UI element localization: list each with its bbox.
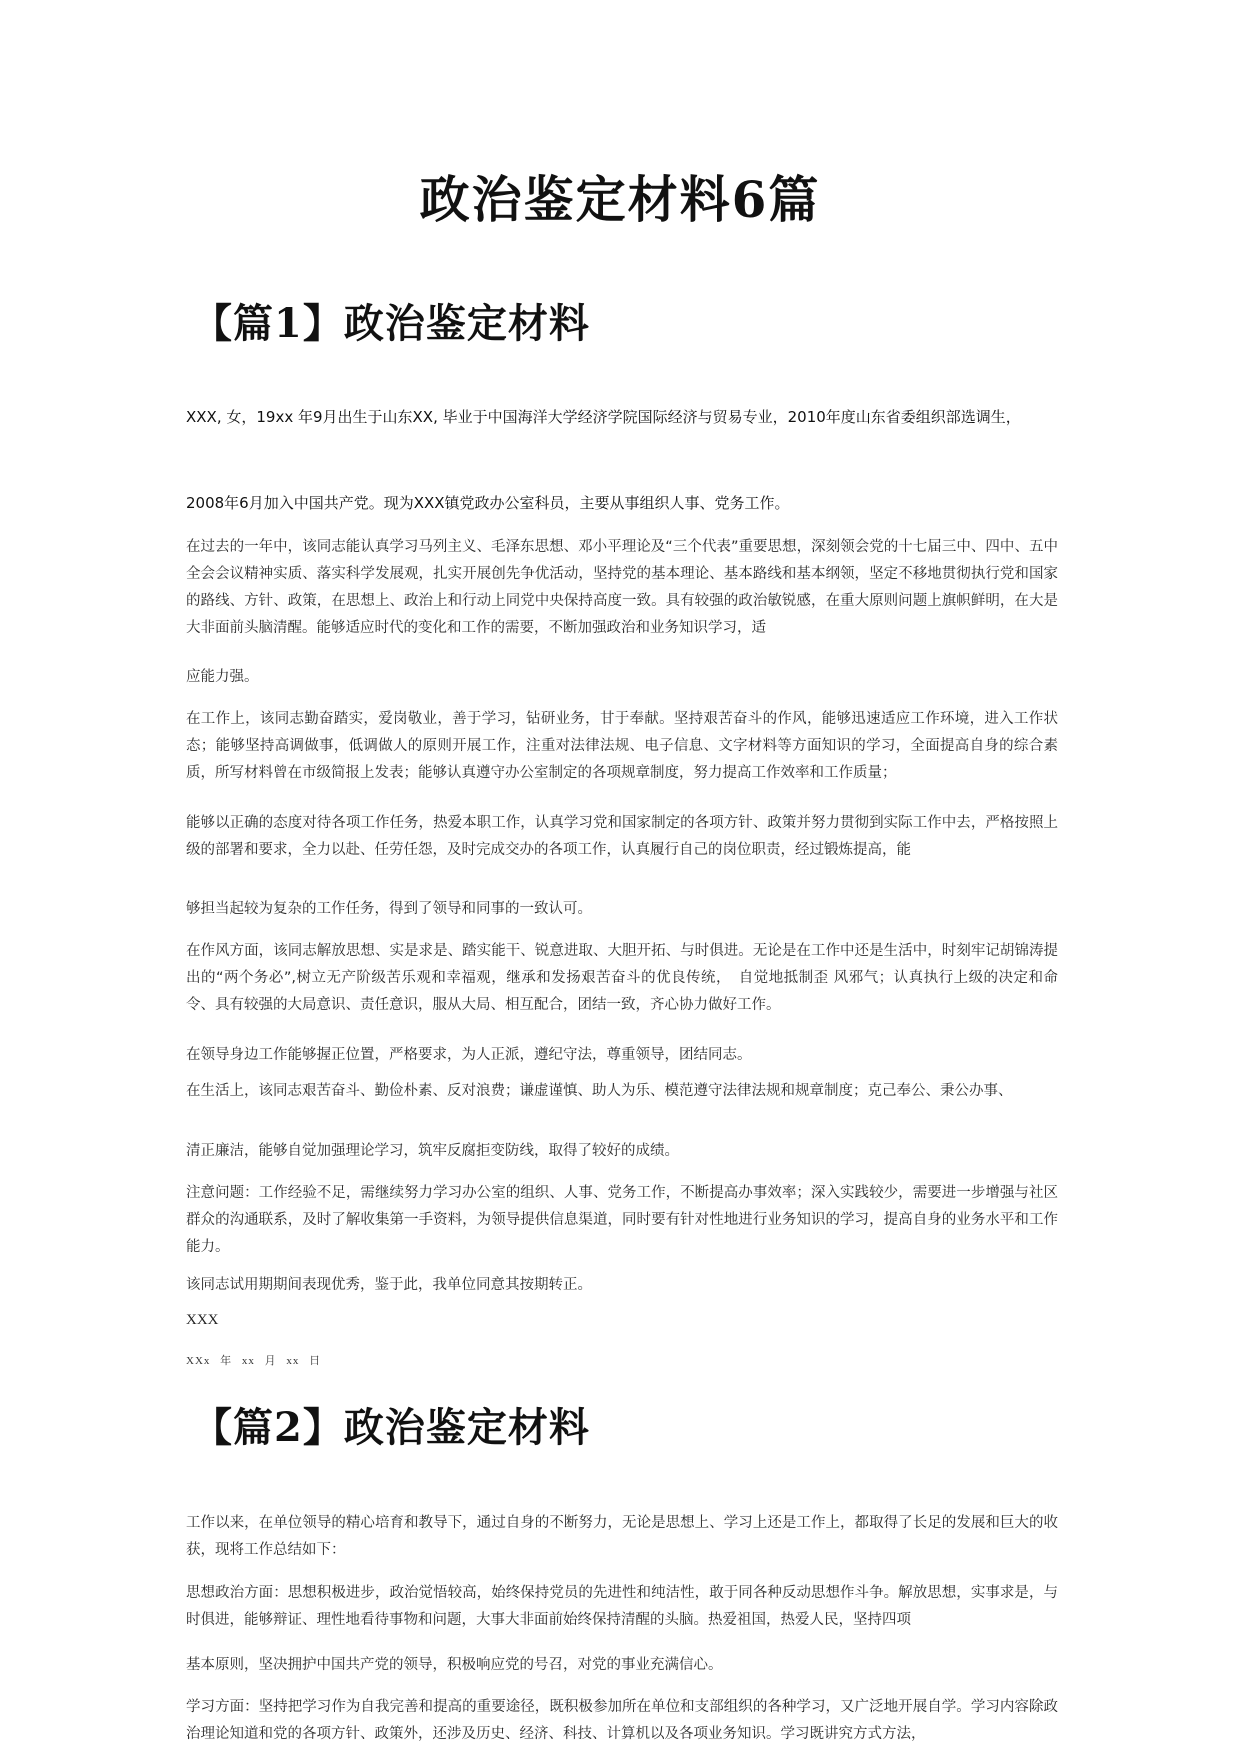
section-2-paragraph: 思想政治方面：思想积极进步，政治觉悟较高，始终保持党员的先进性和纯洁性，敢于同各种反动思想作斗争。解放思想，实事求是，与时俱进，能够辩证、理性地看待事物和问题，大事大非面前始终保持清醒的头脑。热爱祖国，热爱人民，坚持四项 [186,1585,1058,1628]
section-1-paragraph: 够担当起较为复杂的工作任务，得到了领导和同事的一致认可。 [186,901,592,917]
section-1-paragraph: 在工作上，该同志勤奋踏实，爱岗敬业，善于学习，钻研业务，甘于奉献。坚持艰苦奋斗的作风，能够迅速适应工作环境，进入工作状态；能够坚持高调做事，低调做人的原则开展工作，注重对法律法规、电子信息、文字材料等方面知识的学习，全面提高自身的综合素质，所写材料曾在市级简报上发表；能够认真遵守办公室制定的各项规章制度，努力提高工作效率和工作质量； [186,711,1058,781]
section-1-paragraph: XXX, 女，19xx 年9月出生于山东XX, 毕业于中国海洋大学经济学院国际经济与贸易专业，2010年度山东省委组织部选调生， [186,408,1021,426]
section-2-paragraph: 基本原则，坚决拥护中国共产党的领导，积极响应党的号召，对党的事业充满信心。 [186,1657,723,1673]
section-1-paragraph: 在领导身边工作能够握正位置，严格要求，为人正派，遵纪守法，尊重领导，团结同志。 [186,1047,752,1063]
section-1-paragraph: 该同志试用期期间表现优秀，鉴于此，我单位同意其按期转正。 [186,1277,592,1293]
signature: XXX [186,1312,219,1328]
section-1-paragraph: 在过去的一年中，该同志能认真学习马列主义、毛泽东思想、邓小平理论及“三个代表”重要思想，深刻领会党的十七届三中、四中、五中全会会议精神实质、落实科学发展观，扎实开展创先争优活动，坚持党的基本理论、基本路线和基本纲领，坚定不移地贯彻执行党和国家的路线、方针、政策，在思想上、政治上和行动上同党中央保持高度一致。具有较强的政治敏锐感，在重大原则问题上旗帜鲜明，在大是大非面前头脑清醒。能够适应时代的变化和工作的需要，不断加强政治和业务知识学习，适 [186,539,1058,636]
section-1-heading: 【篇1】政治鉴定材料 [192,300,590,347]
signature-date: XXx 年 xx 月 xx 日 [186,1355,322,1367]
section-1-paragraph: 清正廉洁，能够自觉加强理论学习，筑牢反腐拒变防线，取得了较好的成绩。 [186,1143,679,1159]
section-1-paragraph: 应能力强。 [186,669,259,685]
section-2-paragraph: 学习方面：坚持把学习作为自我完善和提高的重要途径，既积极参加所在单位和支部组织的各种学习，又广泛地开展自学。学习内容除政治理论知道和党的各项方针、政策外，还涉及历史、经济、科技、计算机以及各项业务知识。学习既讲究方式方法， [186,1699,1058,1742]
document-title: 政治鉴定材料6篇 [419,170,821,229]
section-1-paragraph: 能够以正确的态度对待各项工作任务，热爱本职工作，认真学习党和国家制定的各项方针、政策并努力贯彻到实际工作中去，严格按照上级的部署和要求，全力以赴、任劳任怨，及时完成交办的各项工作，认真履行自己的岗位职责，经过锻炼提高，能 [186,815,1058,858]
section-1-paragraph: 注意问题：工作经验不足，需继续努力学习办公室的组织、人事、党务工作，不断提高办事效率；深入实践较少，需要进一步增强与社区群众的沟通联系，及时了解收集第一手资料，为领导提供信息渠道，同时要有针对性地进行业务知识的学习，提高自身的业务水平和工作能力。 [186,1185,1058,1255]
section-1-paragraph: 2008年6月加入中国共产党。现为XXX镇党政办公室科员，主要从事组织人事、党务工作。 [186,494,790,512]
section-1-paragraph: 在生活上，该同志艰苦奋斗、勤俭朴素、反对浪费；谦虚谨慎、助人为乐、模范遵守法律法规和规章制度；克己奉公、秉公办事、 [186,1083,1013,1099]
section-1-paragraph: 在作风方面，该同志解放思想、实是求是、踏实能干、锐意进取、大胆开拓、与时俱进。无论是在工作中还是生活中，时刻牢记胡锦涛提出的“两个务必”,树立无产阶级苦乐观和幸福观，继承和发扬艰苦奋斗的优良传统， 自觉地抵制歪 风邪气；认真执行上级的决定和命令、具有较强的大局意识、责任意识，服从大局、相互配合，团结一致，齐心协力做好工作。 [186,943,1058,1013]
section-2-paragraph: 工作以来，在单位领导的精心培育和教导下，通过自身的不断努力，无论是思想上、学习上还是工作上，都取得了长足的发展和巨大的收获，现将工作总结如下： [186,1515,1058,1558]
section-2-heading: 【篇2】政治鉴定材料 [192,1404,590,1451]
